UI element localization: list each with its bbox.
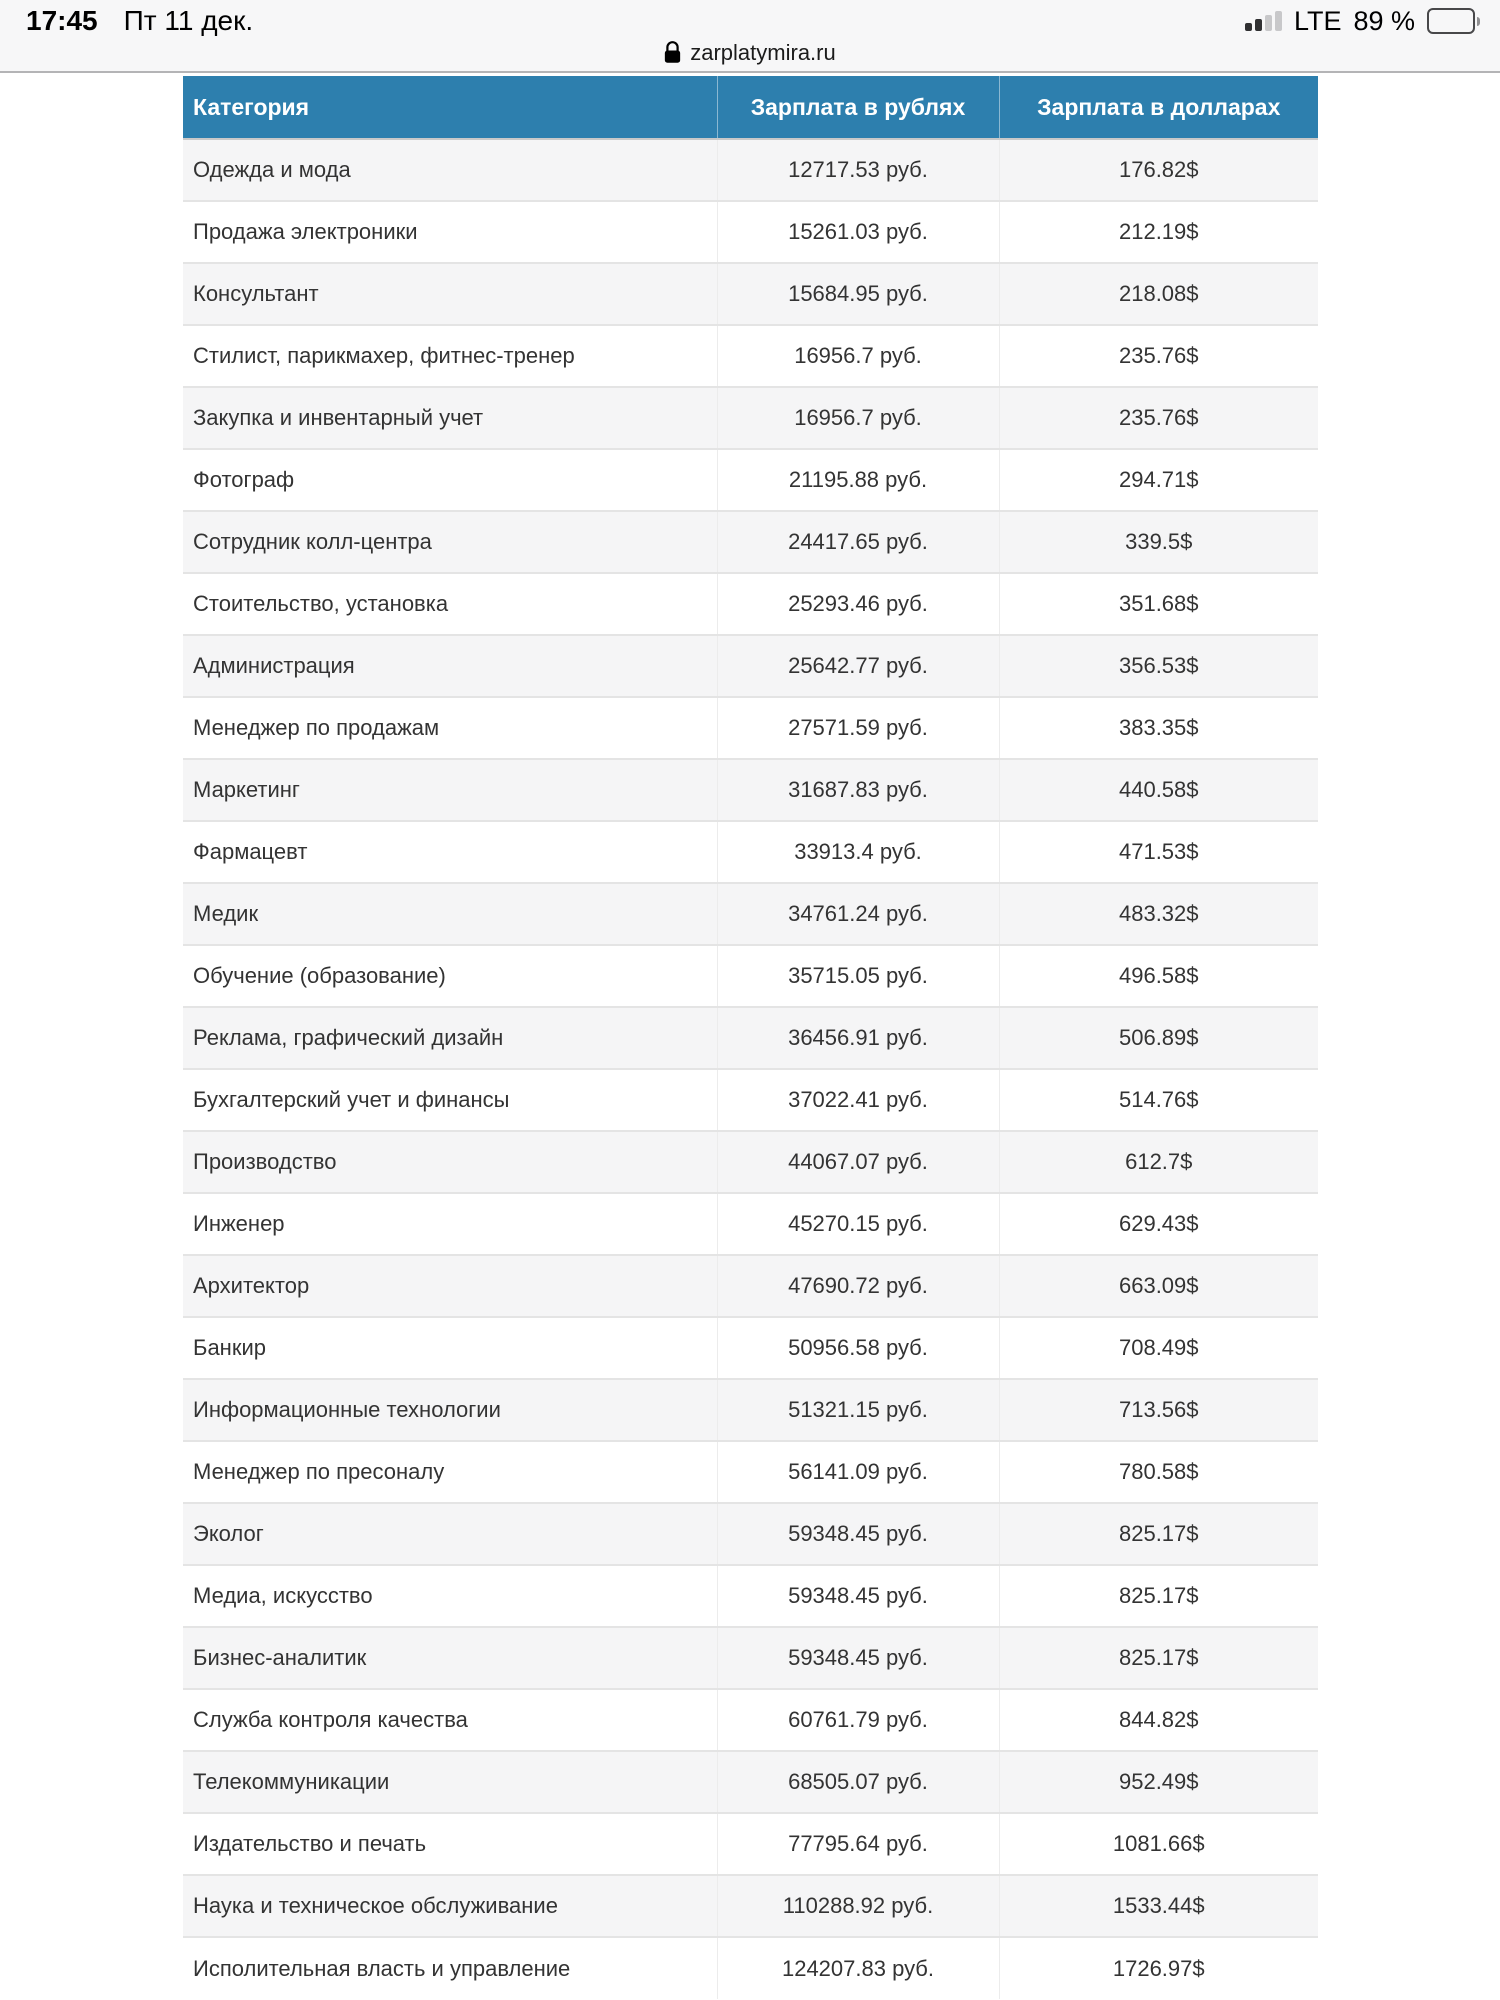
table-row — [183, 945, 1318, 1007]
url-domain: zarplatymira.ru — [690, 39, 836, 65]
salary-usd-cell: 496.58$ — [999, 945, 1318, 1007]
salary-rub-cell: 50956.58 руб. — [717, 1317, 999, 1379]
category-cell: Одежда и мода — [193, 157, 351, 182]
table-row — [183, 1317, 1318, 1379]
salary-usd-cell: 356.53$ — [999, 635, 1318, 697]
salary-rub-cell: 15261.03 руб. — [717, 201, 999, 263]
category-cell: Консультант — [183, 263, 717, 325]
table-row — [183, 1131, 1318, 1193]
table-row — [183, 201, 1318, 263]
status-date: Пт 11 дек. — [123, 5, 254, 36]
salary-rub-cell: 56141.09 руб. — [717, 1441, 999, 1503]
table-row — [183, 1689, 1318, 1751]
salary-usd-cell: 440.58$ — [999, 759, 1318, 821]
category-cell: Эколог — [183, 1503, 717, 1565]
salary-rub-cell: 110288.92 руб. — [717, 1875, 999, 1937]
table-row — [183, 1007, 1318, 1069]
salary-usd-cell: 780.58$ — [999, 1441, 1318, 1503]
category-cell: Инженер — [183, 1193, 717, 1255]
salary-usd-cell: 629.43$ — [999, 1193, 1318, 1255]
table-row — [183, 1813, 1318, 1875]
salary-usd-cell: 506.89$ — [999, 1007, 1318, 1069]
salary-usd-cell: 1533.44$ — [999, 1875, 1318, 1937]
category-cell: Реклама, графический дизайн — [183, 1007, 717, 1069]
category-cell: Стоительство, установка — [183, 573, 717, 635]
category-cell: Телекоммуникации — [183, 1751, 717, 1813]
table-row — [183, 1751, 1318, 1813]
table-row — [183, 635, 1318, 697]
cellular-signal-icon — [1245, 11, 1282, 31]
table-row — [183, 573, 1318, 635]
salary-rub-cell: 16956.7 руб. — [717, 325, 999, 387]
salary-usd-cell: 1081.66$ — [999, 1813, 1318, 1875]
salary-rub-cell: 34761.24 руб. — [717, 883, 999, 945]
header-salary-usd: Зарплата в долларах — [999, 76, 1318, 139]
category-cell: Издательство и печать — [183, 1813, 717, 1875]
salary-rub-cell: 37022.41 руб. — [717, 1069, 999, 1131]
category-cell: Администрация — [183, 635, 717, 697]
category-cell: Медик — [183, 883, 717, 945]
table-row — [183, 1441, 1318, 1503]
category-cell: Маркетинг — [183, 759, 717, 821]
table-row — [183, 821, 1318, 883]
salary-usd-cell: 176.82$ — [999, 139, 1318, 201]
table-row — [183, 1503, 1318, 1565]
category-cell: Архитектор — [183, 1255, 717, 1317]
salary-rub-cell: 77795.64 руб. — [717, 1813, 999, 1875]
salary-rub-cell: 59348.45 руб. — [717, 1627, 999, 1689]
salary-usd-cell: 351.68$ — [999, 573, 1318, 635]
salary-rub-cell: 27571.59 руб. — [717, 697, 999, 759]
salary-rub-cell: 51321.15 руб. — [717, 1379, 999, 1441]
category-cell: Наука и техническое обслуживание — [183, 1875, 717, 1937]
table-body — [183, 139, 1318, 1999]
salary-rub-cell: 25642.77 руб. — [717, 635, 999, 697]
salary-rub-cell: 16956.7 руб. — [717, 387, 999, 449]
salary-rub-cell: 45270.15 руб. — [717, 1193, 999, 1255]
category-cell: Фармацевт — [183, 821, 717, 883]
salary-usd-cell: 514.76$ — [999, 1069, 1318, 1131]
status-bar — [0, 0, 1500, 36]
table-row — [183, 759, 1318, 821]
salary-rub-cell: 59348.45 руб. — [717, 1565, 999, 1627]
salary-usd-cell: 212.19$ — [999, 201, 1318, 263]
table-row — [183, 697, 1318, 759]
salary-usd-cell: 825.17$ — [999, 1503, 1318, 1565]
network-type-label: LTE — [1293, 5, 1342, 36]
table-header-row — [183, 76, 1318, 139]
salary-usd-cell: 844.82$ — [999, 1689, 1318, 1751]
salary-rub-cell: 36456.91 руб. — [717, 1007, 999, 1069]
status-time: 17:45 — [26, 5, 98, 36]
category-cell: Закупка и инвентарный учет — [183, 387, 717, 449]
table-row — [183, 325, 1318, 387]
category-cell: Бухгалтерский учет и финансы — [183, 1069, 717, 1131]
category-cell: Бизнес-аналитик — [183, 1627, 717, 1689]
category-cell: Менеджер по продажам — [183, 697, 717, 759]
category-cell: Производство — [183, 1131, 717, 1193]
salary-usd-cell: 483.32$ — [999, 883, 1318, 945]
salary-rub-cell: 60761.79 руб. — [717, 1689, 999, 1751]
table-row — [183, 1937, 1318, 1999]
salary-rub-cell: 21195.88 руб. — [717, 449, 999, 511]
salary-usd-cell: 612.7$ — [999, 1131, 1318, 1193]
salary-usd-cell: 471.53$ — [999, 821, 1318, 883]
table-row — [183, 139, 1318, 201]
salary-table — [183, 76, 1318, 1999]
salary-usd-cell: 235.76$ — [999, 325, 1318, 387]
salary-rub-cell: 124207.83 руб. — [717, 1937, 999, 1999]
salary-rub-cell: 24417.65 руб. — [717, 511, 999, 573]
category-cell: Менеджер по пресоналу — [183, 1441, 717, 1503]
salary-rub-cell: 12717.53 руб. — [717, 139, 999, 201]
salary-usd-cell: 663.09$ — [999, 1255, 1318, 1317]
header-salary-rub: Зарплата в рублях — [717, 76, 999, 139]
table-row — [183, 387, 1318, 449]
salary-rub-cell: 25293.46 руб. — [717, 573, 999, 635]
category-cell: Медиа, искусство — [183, 1565, 717, 1627]
salary-usd-cell: 708.49$ — [999, 1317, 1318, 1379]
salary-rub-cell: 15684.95 руб. — [717, 263, 999, 325]
category-cell: Служба контроля качества — [183, 1689, 717, 1751]
category-cell: Информационные технологии — [183, 1379, 717, 1441]
table-row — [183, 1069, 1318, 1131]
category-cell: Обучение (образование) — [183, 945, 717, 1007]
salary-usd-cell: 1726.97$ — [999, 1937, 1318, 1999]
table-row — [183, 263, 1318, 325]
browser-top-bar — [0, 0, 1500, 73]
salary-usd-cell: 383.35$ — [999, 697, 1318, 759]
salary-rub-cell: 59348.45 руб. — [717, 1503, 999, 1565]
table-row — [183, 1875, 1318, 1937]
category-cell: Стилист, парикмахер, фитнес-тренер — [183, 325, 717, 387]
header-category: Категория — [183, 76, 717, 139]
battery-icon — [1427, 8, 1480, 34]
salary-usd-cell: 713.56$ — [999, 1379, 1318, 1441]
salary-usd-cell: 294.71$ — [999, 449, 1318, 511]
table-row — [183, 883, 1318, 945]
table-row — [183, 1379, 1318, 1441]
salary-usd-cell: 218.08$ — [999, 263, 1318, 325]
category-cell: Банкир — [183, 1317, 717, 1379]
category-cell: Фотограф — [183, 449, 717, 511]
table-row — [183, 1255, 1318, 1317]
salary-usd-cell: 235.76$ — [999, 387, 1318, 449]
category-cell: Сотрудник колл-центра — [183, 511, 717, 573]
salary-usd-cell: 339.5$ — [999, 511, 1318, 573]
salary-usd-cell: 825.17$ — [999, 1627, 1318, 1689]
table-row — [183, 1193, 1318, 1255]
salary-usd-cell: 825.17$ — [999, 1565, 1318, 1627]
salary-rub-cell: 47690.72 руб. — [717, 1255, 999, 1317]
salary-usd-cell: 952.49$ — [999, 1751, 1318, 1813]
table-row — [183, 449, 1318, 511]
lock-icon — [664, 41, 681, 64]
address-bar[interactable] — [0, 36, 1500, 69]
salary-table-container — [183, 76, 1318, 1999]
table-row — [183, 1627, 1318, 1689]
salary-rub-cell: 35715.05 руб. — [717, 945, 999, 1007]
salary-rub-cell: 44067.07 руб. — [717, 1131, 999, 1193]
category-cell: Исполительная власть и управление — [183, 1937, 717, 1999]
battery-percent-label: 89 % — [1353, 5, 1415, 36]
table-row — [183, 1565, 1318, 1627]
salary-rub-cell: 68505.07 руб. — [717, 1751, 999, 1813]
salary-rub-cell: 33913.4 руб. — [717, 821, 999, 883]
table-row — [183, 511, 1318, 573]
category-cell: Продажа электроники — [183, 201, 717, 263]
salary-rub-cell: 31687.83 руб. — [717, 759, 999, 821]
